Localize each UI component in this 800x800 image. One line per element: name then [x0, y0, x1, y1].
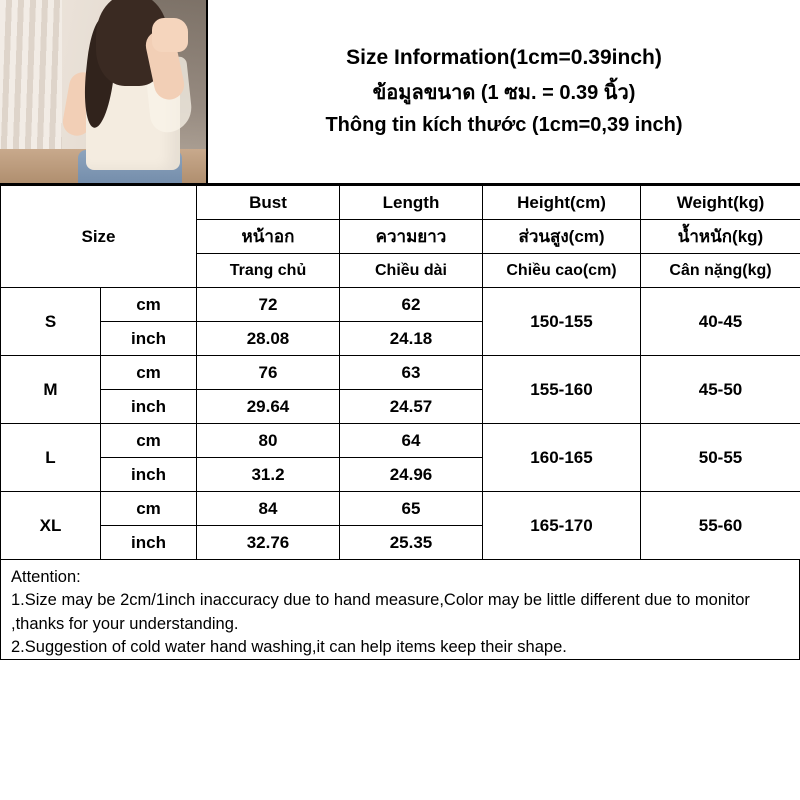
length-cm-l: 64 [340, 424, 483, 458]
row-size-label-s: S [1, 288, 101, 356]
length-inch-s: 24.18 [340, 322, 483, 356]
bust-cm-s: 72 [197, 288, 340, 322]
column-header-weight-th: น้ำหนัก(kg) [641, 220, 800, 254]
column-header-height-vi: Chiều cao(cm) [483, 254, 641, 288]
column-header-bust-en: Bust [197, 186, 340, 220]
unit-inch-l: inch [101, 458, 197, 492]
length-inch-m: 24.57 [340, 390, 483, 424]
length-cm-xl: 65 [340, 492, 483, 526]
title-line-th: ข้อมูลขนาด (1 ซม. = 0.39 นิ้ว) [372, 82, 636, 104]
column-header-bust-vi: Trang chủ [197, 254, 340, 288]
weight-m: 45-50 [641, 356, 800, 424]
bust-inch-m: 29.64 [197, 390, 340, 424]
unit-inch-s: inch [101, 322, 197, 356]
unit-cm-l: cm [101, 424, 197, 458]
height-s: 150-155 [483, 288, 641, 356]
header-band [0, 0, 800, 185]
table-row [1, 288, 800, 322]
weight-xl: 55-60 [641, 492, 800, 560]
table-row [1, 492, 800, 526]
column-header-length-vi: Chiều dài [340, 254, 483, 288]
bust-inch-s: 28.08 [197, 322, 340, 356]
unit-inch-xl: inch [101, 526, 197, 560]
table-header-row-en [1, 186, 800, 220]
footer-whitespace [0, 660, 800, 732]
length-inch-xl: 25.35 [340, 526, 483, 560]
column-header-length-en: Length [340, 186, 483, 220]
unit-cm-s: cm [101, 288, 197, 322]
title-line-en: Size Information(1cm=0.39inch) [346, 46, 662, 69]
height-l: 160-165 [483, 424, 641, 492]
photo-hand [152, 18, 188, 52]
column-header-weight-vi: Cân nặng(kg) [641, 254, 800, 288]
table-row [1, 424, 800, 458]
weight-s: 40-45 [641, 288, 800, 356]
column-header-height-en: Height(cm) [483, 186, 641, 220]
size-header-cell: Size [1, 186, 197, 288]
column-header-bust-th: หน้าอก [197, 220, 340, 254]
row-size-label-l: L [1, 424, 101, 492]
row-size-label-xl: XL [1, 492, 101, 560]
column-header-weight-en: Weight(kg) [641, 186, 800, 220]
table-row [1, 356, 800, 390]
column-header-length-th: ความยาว [340, 220, 483, 254]
unit-inch-m: inch [101, 390, 197, 424]
bust-inch-l: 31.2 [197, 458, 340, 492]
unit-cm-xl: cm [101, 492, 197, 526]
title-block [208, 0, 800, 183]
length-cm-m: 63 [340, 356, 483, 390]
length-cm-s: 62 [340, 288, 483, 322]
product-photo [0, 0, 208, 183]
height-m: 155-160 [483, 356, 641, 424]
size-table [0, 185, 800, 560]
attention-block [0, 560, 800, 660]
attention-line-2: 2.Suggestion of cold water hand washing,it can help items keep their shape. [11, 638, 567, 657]
bust-cm-l: 80 [197, 424, 340, 458]
attention-line-1: 1.Size may be 2cm/1inch inaccuracy due to hand measure,Color may be little different due to monitor ,thanks for your understanding. [11, 591, 750, 633]
bust-cm-m: 76 [197, 356, 340, 390]
height-xl: 165-170 [483, 492, 641, 560]
bust-cm-xl: 84 [197, 492, 340, 526]
length-inch-l: 24.96 [340, 458, 483, 492]
column-header-height-th: ส่วนสูง(cm) [483, 220, 641, 254]
bust-inch-xl: 32.76 [197, 526, 340, 560]
title-line-vi: Thông tin kích thước (1cm=0,39 inch) [325, 114, 683, 136]
photo-curtain [0, 0, 62, 160]
row-size-label-m: M [1, 356, 101, 424]
weight-l: 50-55 [641, 424, 800, 492]
attention-heading: Attention: [11, 568, 81, 586]
unit-cm-m: cm [101, 356, 197, 390]
